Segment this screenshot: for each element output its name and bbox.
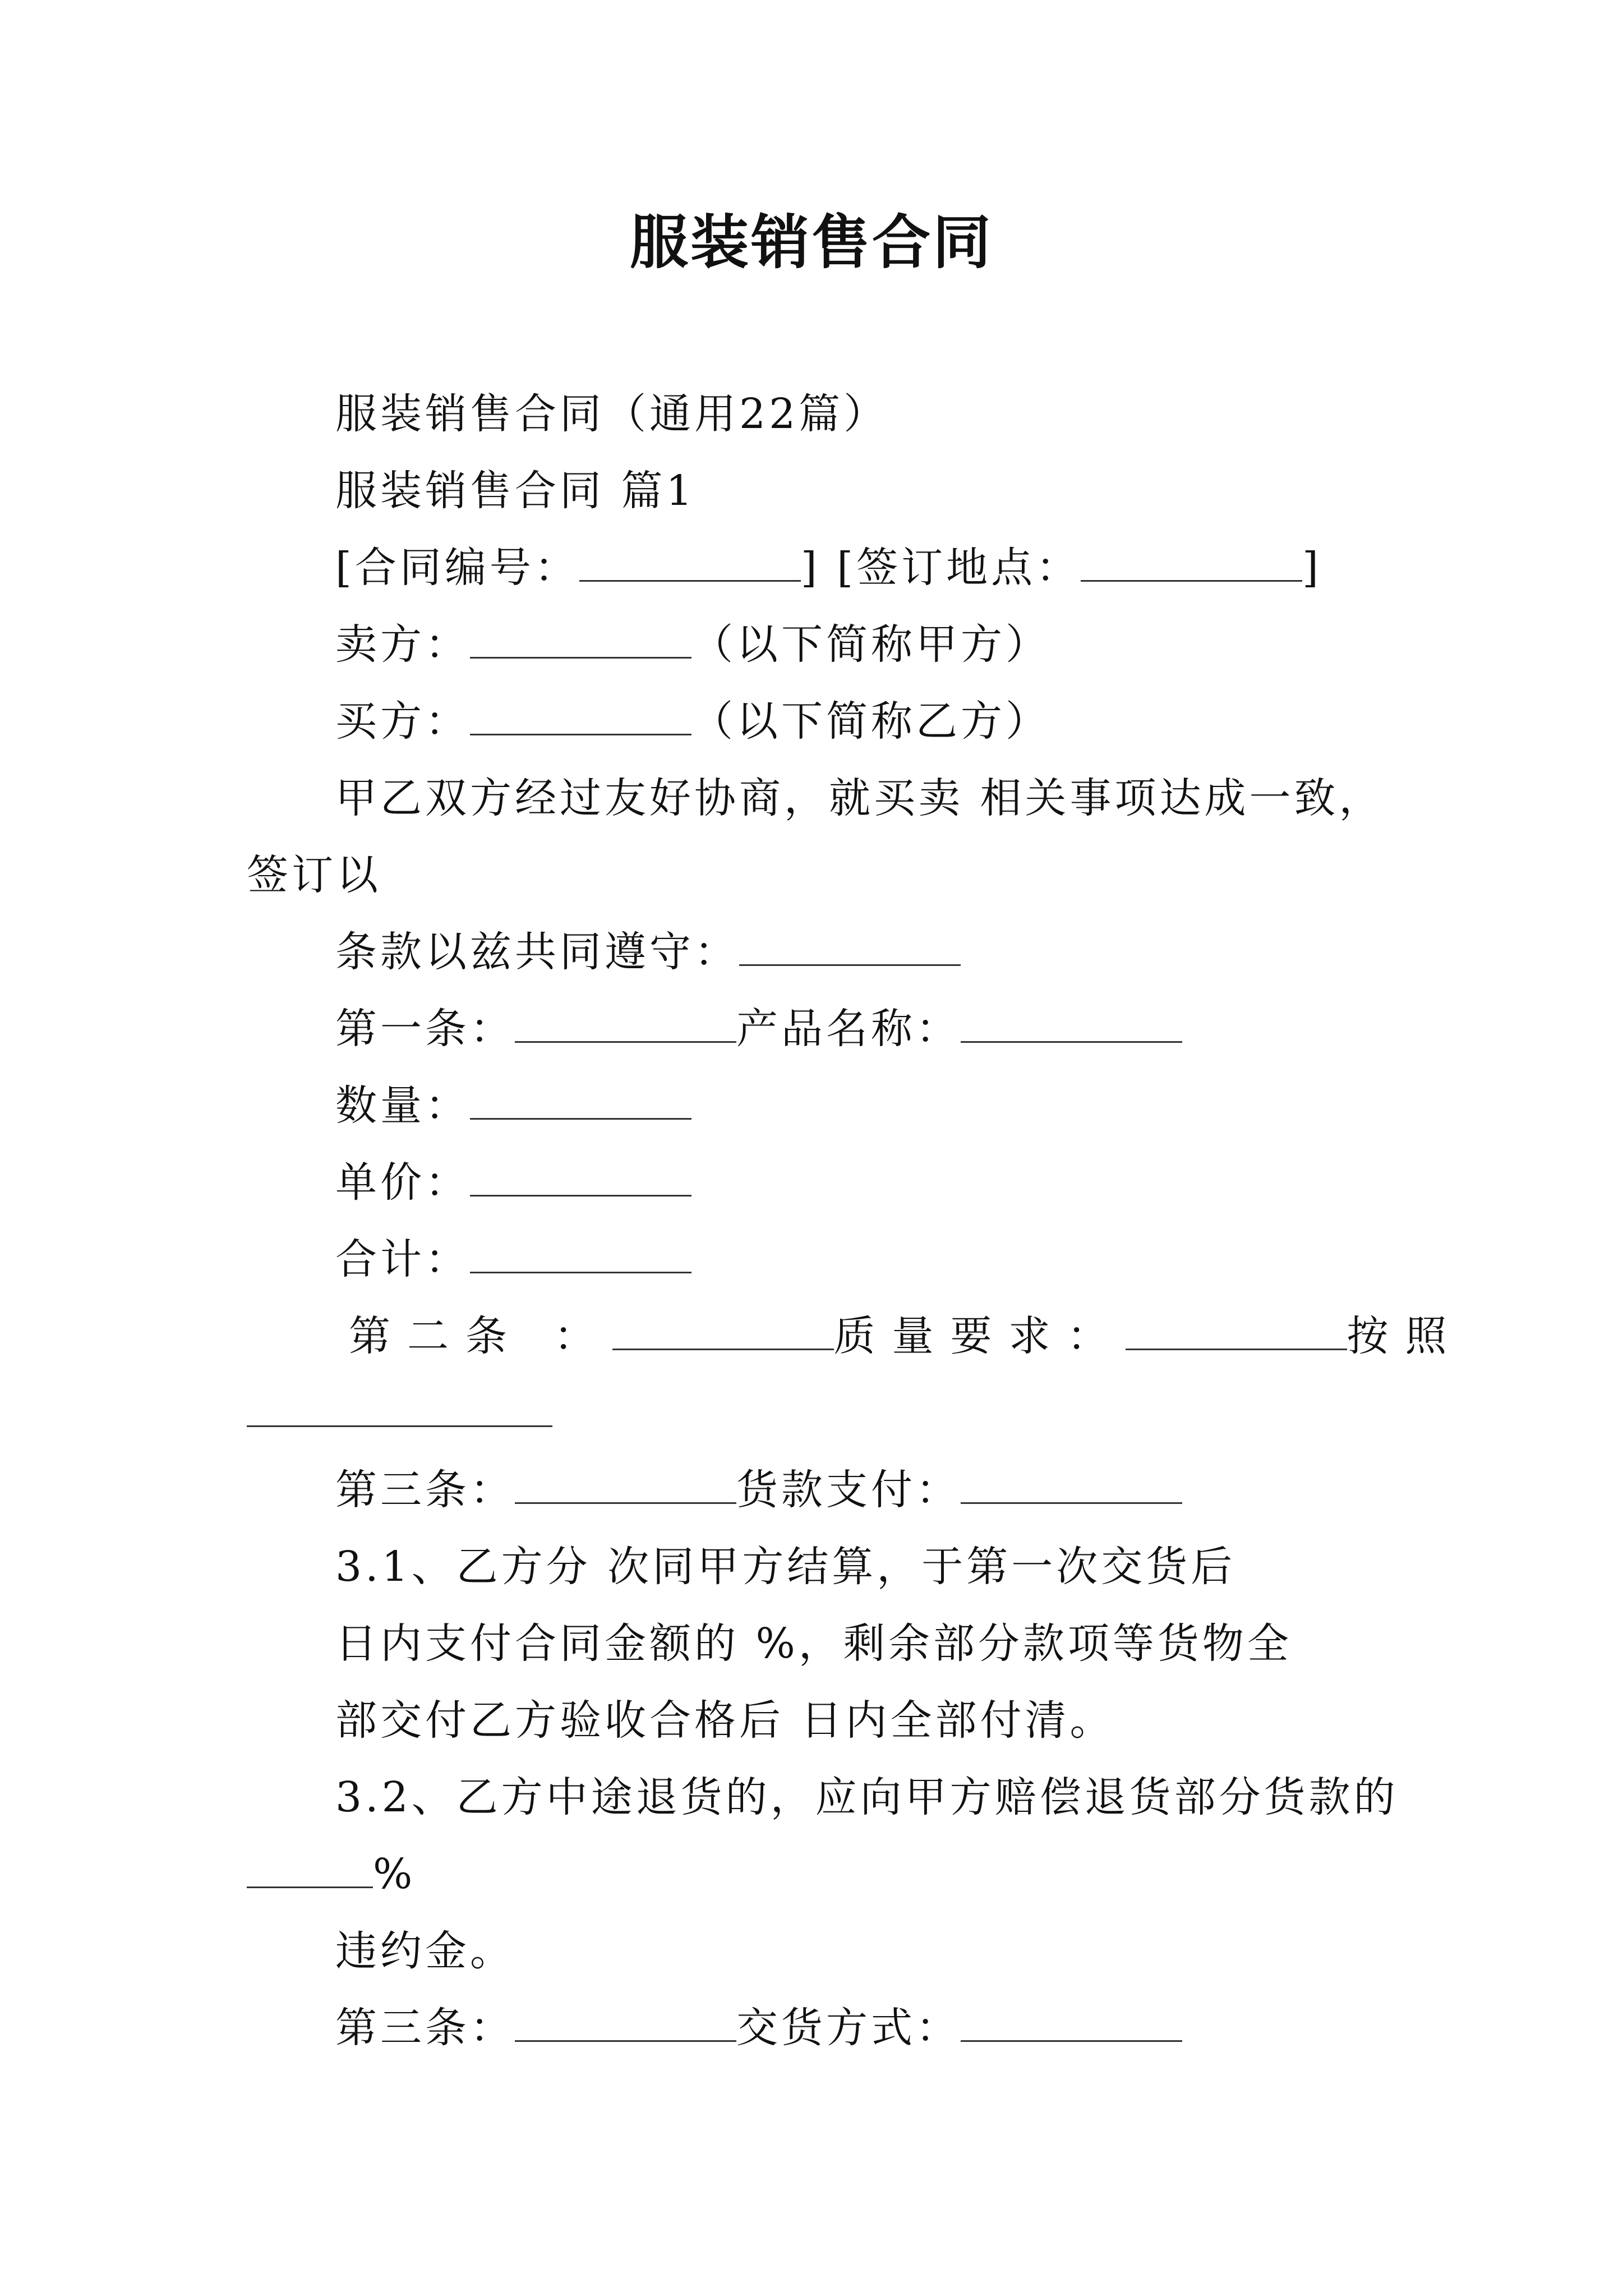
seller-blank[interactable] — [470, 618, 691, 659]
article-1-blank[interactable] — [515, 1002, 736, 1043]
subtitle: 服装销售合同（通用22篇） — [335, 390, 889, 438]
clause-3-1-line-1: 3.1、乙方分 次同甲方结算，于第一次交货后 — [335, 1543, 1236, 1591]
according-blank[interactable] — [247, 1386, 552, 1427]
article-2-blank[interactable] — [612, 1309, 834, 1350]
contract-number-blank[interactable] — [579, 541, 801, 582]
sign-place-blank[interactable] — [1081, 541, 1302, 582]
terms-blank[interactable] — [739, 925, 961, 966]
according-blank-line — [247, 1385, 552, 1441]
clause-3-1-line-3: 部交付乙方验收合格后 日内全部付清。 — [335, 1696, 1115, 1745]
seller-line: 卖方： （以下简称甲方） — [335, 616, 1050, 673]
buyer-line: 买方： （以下简称乙方） — [335, 693, 1050, 749]
total-blank[interactable] — [470, 1232, 691, 1273]
clause-3-1-line-2: 日内支付合同金额的 %，剩余部分款项等货物全 — [335, 1619, 1292, 1668]
clause-3-2-line-2: % — [247, 1846, 416, 1902]
product-name-blank[interactable] — [961, 1002, 1182, 1043]
article-1-line: 第一条： 产品名称： — [335, 1001, 1182, 1057]
article-3-line: 第三条： 货款支付： — [335, 1462, 1182, 1518]
contract-number-line: [合同编号： ] [签订地点： ] — [335, 540, 1322, 596]
buyer-blank[interactable] — [470, 694, 691, 735]
part-heading: 服装销售合同 篇1 — [335, 467, 696, 515]
unit-price-blank[interactable] — [470, 1156, 691, 1197]
clause-3-2-line-3: 违约金。 — [335, 1927, 515, 1975]
total-line: 合计： — [335, 1231, 691, 1287]
intro-line-2: 签订以 — [247, 851, 381, 899]
delivery-method-blank[interactable] — [961, 2001, 1182, 2042]
intro-line-3: 条款以兹共同遵守： — [335, 924, 961, 980]
payment-blank[interactable] — [961, 1463, 1182, 1504]
article-2-line: 第二条 ： 质量要求： 按照 — [349, 1308, 1464, 1364]
intro-line-1: 甲乙双方经过友好协商，就买卖 相关事项达成一致， — [335, 774, 1384, 822]
article-3-blank[interactable] — [515, 1463, 736, 1504]
quality-blank[interactable] — [1126, 1309, 1347, 1350]
penalty-percent-blank[interactable] — [247, 1847, 373, 1888]
unit-price-line: 单价： — [335, 1154, 691, 1211]
quantity-blank[interactable] — [470, 1079, 691, 1120]
document-title: 服装销售合同 — [629, 208, 993, 277]
article-3b-blank[interactable] — [515, 2001, 736, 2042]
quantity-line: 数量： — [335, 1078, 691, 1134]
clause-3-2-line-1: 3.2、乙方中途退货的，应向甲方赔偿退货部分货款的 — [335, 1773, 1399, 1821]
article-3b-line: 第三条： 交货方式： — [335, 2000, 1182, 2056]
